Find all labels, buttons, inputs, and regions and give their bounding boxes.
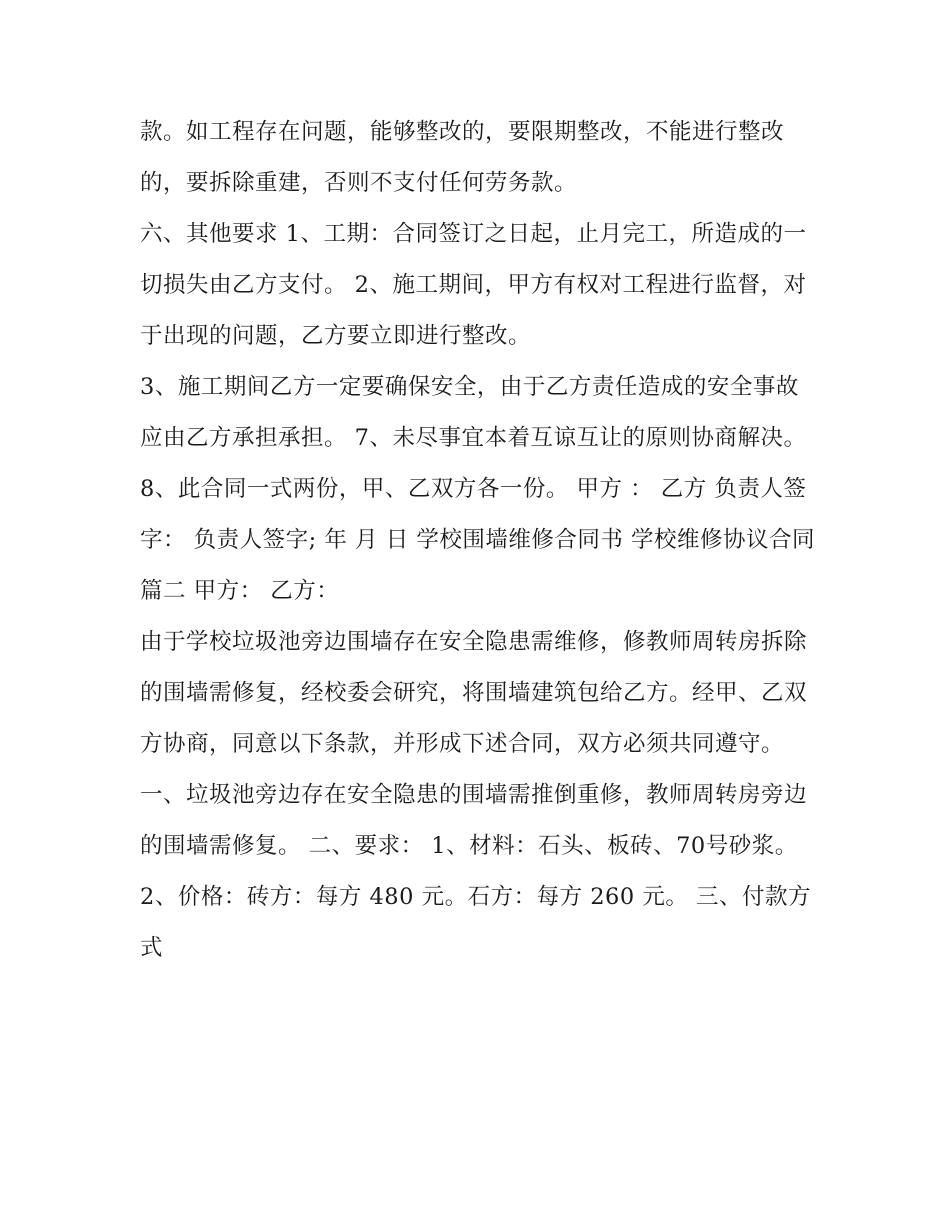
paragraph-signatures: 8、此合同一式两份，甲、乙双方各一份。 甲方 ： 乙方 负责人签字： 负责人签字; 年 月 日 学校围墙维修合同书 学校维修协议合同篇二 甲方： 乙方： (140, 476, 815, 604)
document-body (140, 107, 820, 974)
paragraph-other-requirements: 六、其他要求 1、工期：合同签订之日起，止月完工，所造成的一切损失由乙方支付。 2、施工期间，甲方有权对工程进行监督，对于出现的问题，乙方要立即进行整改。 (140, 221, 807, 349)
paragraph-requirements: 一、垃圾池旁边存在安全隐患的围墙需推倒重修，教师周转房旁边的围墙需修复。 二、要求： 1、材料：石头、板砖、70号砂浆。 (140, 782, 808, 859)
paragraph-background: 由于学校垃圾池旁边围墙存在安全隐患需维修，修教师周转房拆除的围墙需修复，经校委会研究，将围墙建筑包给乙方。经甲、乙双方协商，同意以下条款，并形成下述合同，双方必须共同遵守。 (140, 629, 808, 757)
paragraph-payment-clause: 款。如工程存在问题，能够整改的，要限期整改，不能进行整改的，要拆除重建，否则不支付任何劳务款。 (140, 119, 785, 196)
paragraph-pricing: 2、价格：砖方：每方 480 元。石方：每方 260 元。 三、付款方式 (140, 884, 811, 961)
paragraph-safety: 3、施工期间乙方一定要确保安全，由于乙方责任造成的安全事故应由乙方承担承担。 7、未尽事宜本着互谅互让的原则协商解决。 (140, 374, 807, 451)
